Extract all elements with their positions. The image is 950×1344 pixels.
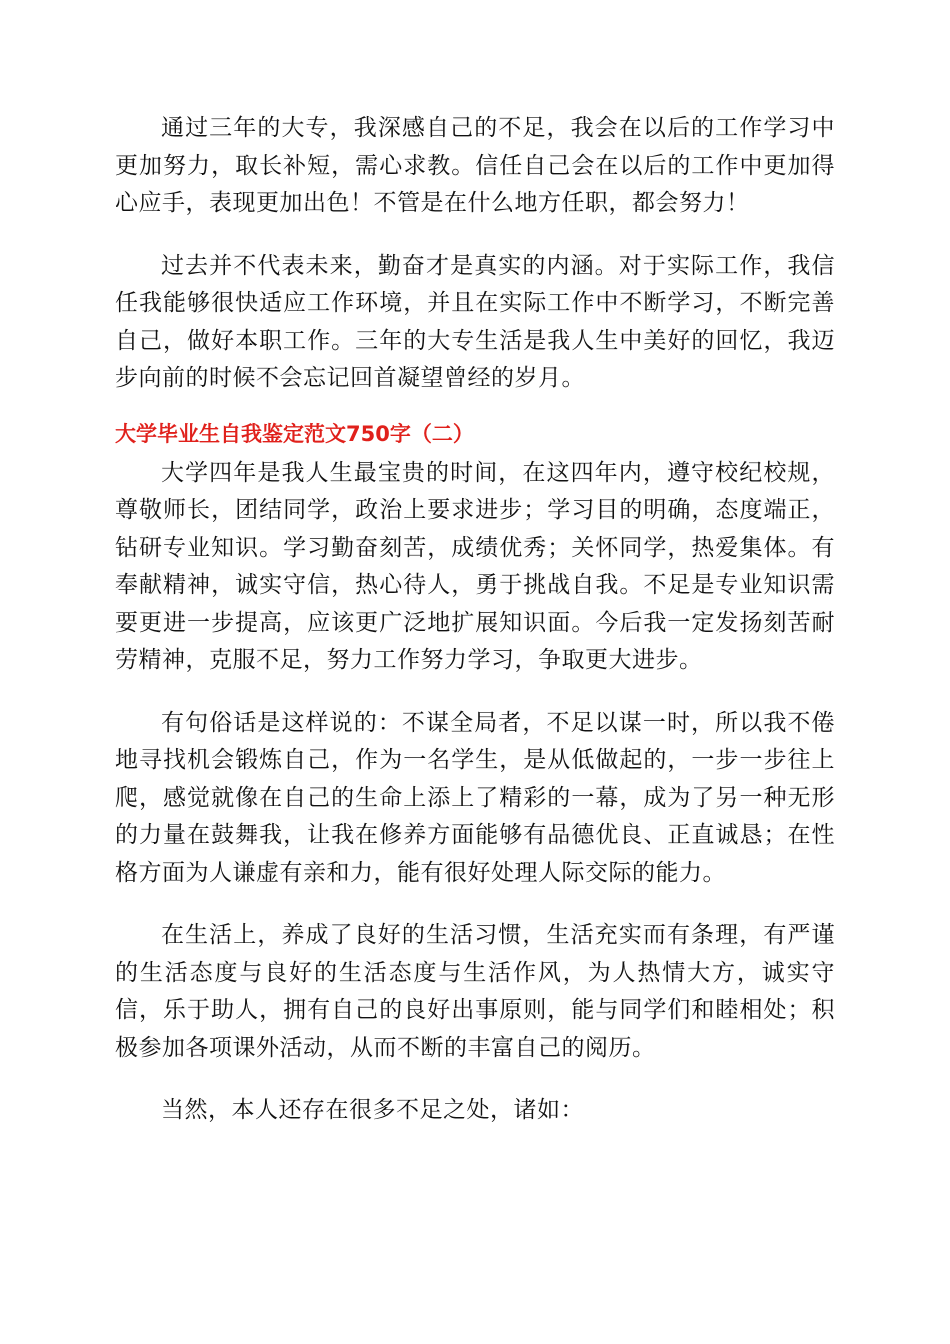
paragraph-5: 在生活上，养成了良好的生活习惯，生活充实而有条理，有严谨的生活态度与良好的生活态度与生活作风，为人热情大方，诚实守信，乐于助人，拥有自己的良好出事原则，能与同学们和睦相处；积极参加各项课外活动，从而不断的丰富自己的阅历。: [115, 922, 835, 1061]
section-heading: 大学毕业生自我鉴定范文750字（二）: [115, 421, 474, 446]
paragraph-1: 通过三年的大专，我深感自己的不足，我会在以后的工作学习中更加努力，取长补短，需心求教。信任自己会在以后的工作中更加得心应手，表现更加出色！不管是在什么地方任职，都会努力！: [115, 115, 835, 216]
paragraph-3: 大学四年是我人生最宝贵的时间，在这四年内，遵守校纪校规，尊敬师长，团结同学，政治上要求进步；学习目的明确，态度端正，钻研专业知识。学习勤奋刻苦，成绩优秀；关怀同学，热爱集体。有奉献精神，诚实守信，热心待人，勇于挑战自我。不足是专业知识需要更进一步提高，应该更广泛地扩展知识面。今后我一定发扬刻苦耐劳精神，克服不足，努力工作努力学习，争取更大进步。: [115, 459, 835, 673]
paragraph-6: 当然，本人还存在很多不足之处，诸如：: [161, 1097, 584, 1123]
paragraph-2: 过去并不代表未来，勤奋才是真实的内涵。对于实际工作，我信任我能够很快适应工作环境，并且在实际工作中不断学习，不断完善自己，做好本职工作。三年的大专生活是我人生中美好的回忆，我迈步向前的时候不会忘记回首凝望曾经的岁月。: [115, 252, 835, 391]
paragraph-4: 有句俗话是这样说的：不谋全局者，不足以谋一时，所以我不倦地寻找机会锻炼自己，作为一名学生，是从低做起的，一步一步往上爬，感觉就像在自己的生命上添上了精彩的一幕，成为了另一种无形的力量在鼓舞我，让我在修养方面能够有品德优良、正直诚恳；在性格方面为人谦虚有亲和力，能有很好处理人际交际的能力。: [115, 709, 835, 886]
document-body: [115, 110, 835, 1130]
